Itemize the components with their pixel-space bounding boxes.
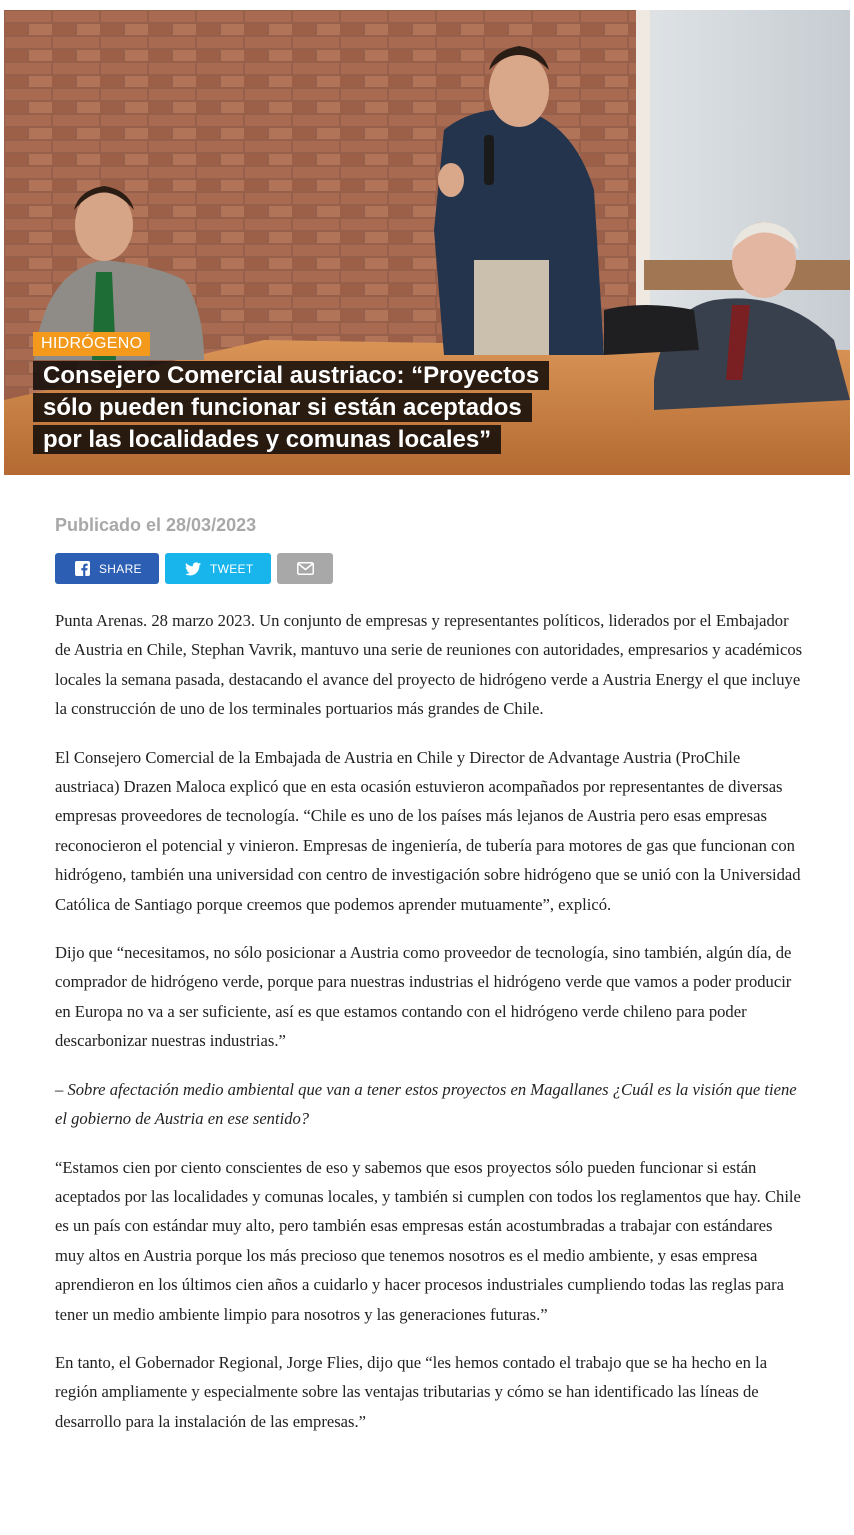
email-share-button[interactable] xyxy=(277,553,333,584)
hero-overlay xyxy=(33,332,673,456)
published-date: Publicado el 28/03/2023 xyxy=(55,515,257,535)
article-paragraph: El Consejero Comercial de la Embajada de Austria en Chile y Director de Advantage Austria (ProChile austriaca) Drazen Maloca explicó que en esta ocasión estuvieron acompañados por representantes de diversas empresas proveedores de tecnología. “Chile es uno de los países más lejanos de Austria pero esas empresas reconocieron el potencial y vinieron. Empresas de ingeniería, de tubería para motores de gas que funcionan con hidrógeno, también una universidad con centro de investigación sobre hidrógeno que se unió con la Universidad Católica de Santiago porque creemos que podemos aprender mutuamente”, explicó. xyxy=(55,747,801,914)
article-title xyxy=(33,360,673,456)
article-paragraph: Dijo que “necesitamos, no sólo posicionar a Austria como proveedor de tecnología, sino también, algún día, de comprador de hidrógeno verde, porque para nuestras industrias el hidrógeno verde que vamos a poder producir en Europa no va a ser suficiente, así es que estamos contando con el hidrógeno verde chileno para poder descarbonizar nuestras industrias.” xyxy=(55,943,792,1051)
interview-question: – Sobre afectación medio ambiental que van a tener estos proyectos en Magallanes ¿Cuál es la visión que tiene el gobierno de Austria en ese sentido? xyxy=(55,1079,797,1129)
twitter-share-button[interactable] xyxy=(165,553,271,584)
article-title-line: Consejero Comercial austriaco: “Proyectos xyxy=(33,361,549,390)
envelope-icon xyxy=(297,562,314,575)
article-content xyxy=(55,510,805,1455)
article-title-line: sólo pueden funcionar si están aceptados xyxy=(33,393,532,422)
article-body xyxy=(55,606,805,1436)
article-paragraph: “Estamos cien por ciento conscientes de eso y sabemos que esos proyectos sólo pueden funcionar si están aceptados por las localidades y comunas locales, y también si cumplen con todos los reglamentos que hay. Chile es un país con estándar muy alto, pero también esas empresas están acostumbradas a trabajar con estándares muy altos en Austria porque los más precioso que tenemos nosotros es el medio ambiente, y esas empresa aprendieron en los últimos cien años a cuidarlo y hacer procesos industriales cumpliendo todas las reglas para tener un medio ambiente limpio para nosotros y las generaciones futuras.” xyxy=(55,1157,801,1324)
category-tag[interactable]: HIDRÓGENO xyxy=(33,332,150,356)
share-bar xyxy=(55,553,805,584)
article-paragraph: En tanto, el Gobernador Regional, Jorge Flies, dijo que “les hemos contado el trabajo que se ha hecho en la región ampliamente y especialmente sobre las ventajas tributarias y cómo se han identificado las líneas de desarrollo para la instalación de las empresas.” xyxy=(55,1352,768,1431)
twitter-icon xyxy=(185,562,201,576)
facebook-share-button[interactable] xyxy=(55,553,159,584)
article-title-line: por las localidades y comunas locales” xyxy=(33,425,501,454)
facebook-icon xyxy=(75,561,90,576)
facebook-share-label: SHARE xyxy=(99,561,142,576)
article-paragraph: Punta Arenas. 28 marzo 2023. Un conjunto de empresas y representantes políticos, liderados por el Embajador de Austria en Chile, Stephan Vavrik, mantuvo una serie de reuniones con autoridades, empresarios y académicos locales la semana pasada, destacando el avance del proyecto de hidrógeno verde a Austria Energy el que incluye la construcción de uno de los terminales portuarios más grandes de Chile. xyxy=(55,611,803,719)
hero-image xyxy=(4,10,850,475)
twitter-share-label: TWEET xyxy=(210,561,254,576)
